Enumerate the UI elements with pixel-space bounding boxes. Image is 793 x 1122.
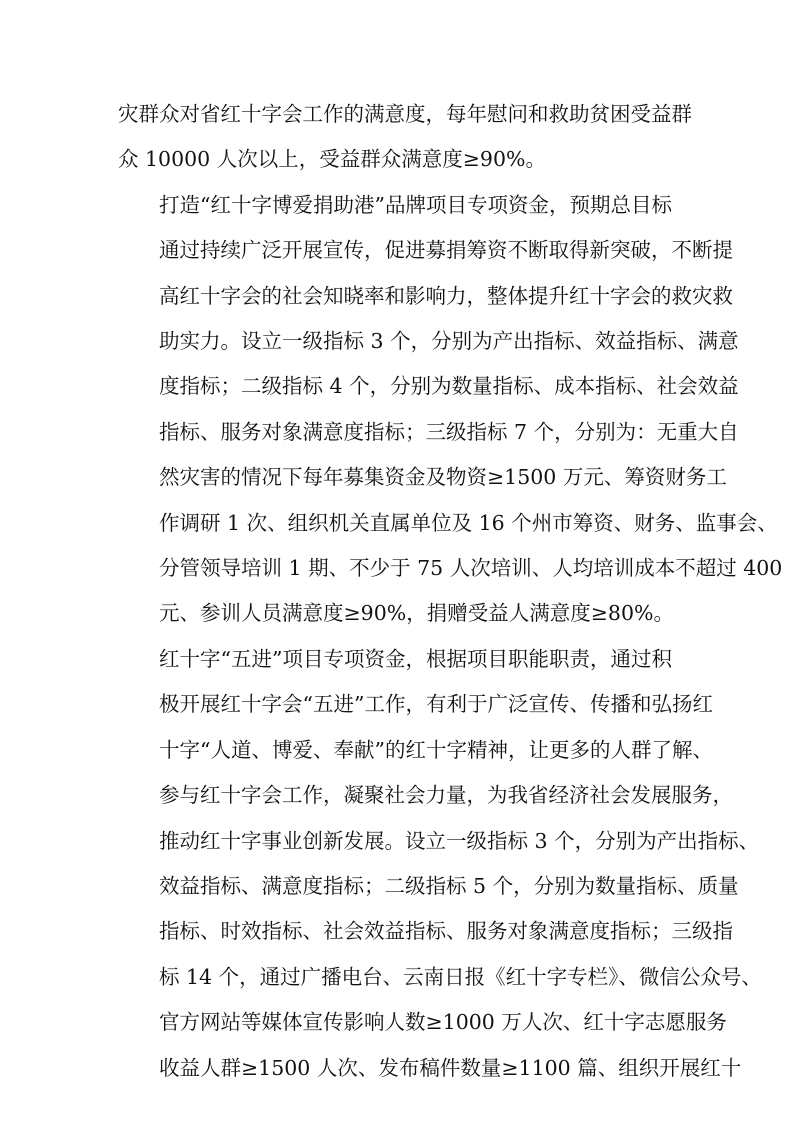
text-line: 极开展红十字会“五进”工作，有利于广泛宣传、传播和弘扬红 <box>159 692 713 717</box>
text-line: 参与红十字会工作，凝聚社会力量，为我省经济社会发展服务， <box>159 783 733 808</box>
text-line: 效益指标、满意度指标；二级指标 5 个，分别为数量指标、质量 <box>159 873 739 898</box>
document-body <box>118 92 783 1091</box>
text-line: 众 10000 人次以上，受益群众满意度≥90%。 <box>118 147 546 172</box>
paragraph-five-entries-project <box>118 637 762 1091</box>
text-line: 灾群众对省红十字会工作的满意度，每年慰问和救助贫困受益群 <box>118 102 692 126</box>
text-line: 收益人群≥1500 人次、发布稿件数量≥1100 篇、组织开展红十 <box>159 1055 742 1080</box>
text-line: 分管领导培训 1 期、不少于 75 人次培训、人均培训成本不超过 400 <box>159 556 783 581</box>
paragraph-satisfaction <box>118 92 692 183</box>
text-line: 标 14 个，通过广播电台、云南日报《红十字专栏》、微信公众号、 <box>159 964 762 989</box>
text-line: 作调研 1 次、组织机关直属单位及 16 个州市筹资、财务、监事会、 <box>159 510 778 535</box>
text-line: 元、参训人员满意度≥90%，捐赠受益人满意度≥80%。 <box>159 601 674 626</box>
text-line: 高红十字会的社会知晓率和影响力，整体提升红十字会的救灾救 <box>159 283 733 308</box>
text-line: 打造“红十字博爱捐助港”品牌项目专项资金，预期总目标 <box>159 192 672 217</box>
text-line: 指标、时效指标、社会效益指标、服务对象满意度指标；三级指 <box>159 919 733 944</box>
text-line: 指标、服务对象满意度指标；三级指标 7 个，分别为：无重大自 <box>159 419 739 444</box>
text-line: 助实力。设立一级指标 3 个，分别为产出指标、效益指标、满意 <box>159 329 739 354</box>
text-line: 通过持续广泛开展宣传，促进募捐筹资不断取得新突破，不断提 <box>159 238 733 263</box>
text-line: 官方网站等媒体宣传影响人数≥1000 万人次、红十字志愿服务 <box>159 1010 727 1035</box>
text-line: 红十字“五进”项目专项资金，根据项目职能职责，通过积 <box>159 646 672 671</box>
text-line: 度指标；二级指标 4 个，分别为数量指标、成本指标、社会效益 <box>159 374 739 399</box>
text-line: 然灾害的情况下每年募集资金及物资≥1500 万元、筹资财务工 <box>159 465 727 490</box>
text-line: 十字“人道、博爱、奉献”的红十字精神，让更多的人群了解、 <box>159 737 713 762</box>
text-line: 推动红十字事业创新发展。设立一级指标 3 个，分别为产出指标、 <box>159 828 760 853</box>
paragraph-donation-port-project <box>118 183 783 637</box>
